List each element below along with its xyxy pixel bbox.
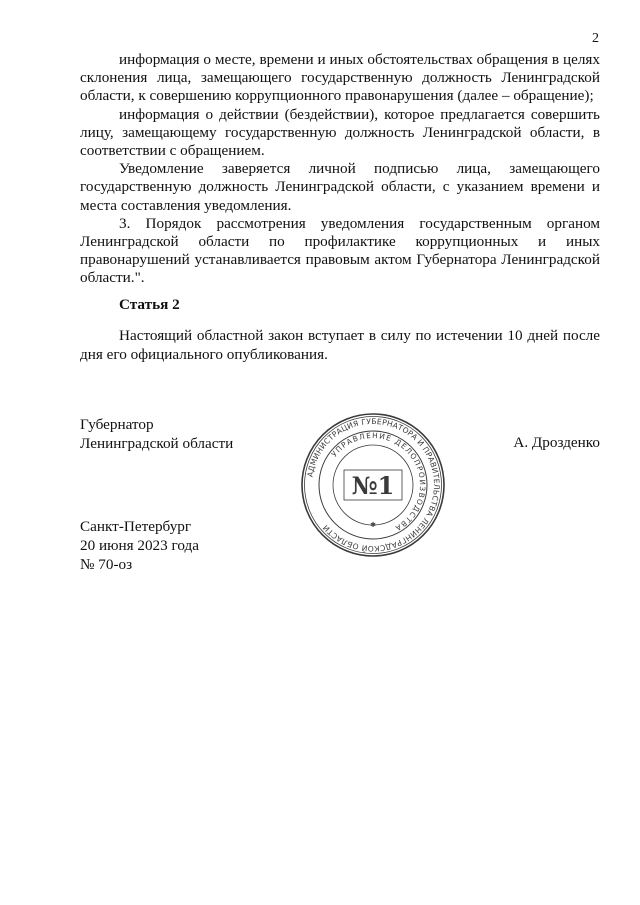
body-paragraph: 3. Порядок рассмотрения уведомления государственным органом Ленинградской области по профилактике коррупционных и иных правонарушений устанавливается правовым актом Губернатора Ленинградской области.". xyxy=(80,214,600,287)
body-text xyxy=(80,51,600,288)
issue-city: Санкт-Петербург xyxy=(80,518,192,535)
issue-date: 20 июня 2023 года xyxy=(80,537,200,554)
body-paragraph: информация о месте, времени и иных обстоятельствах обращения в целях склонения лица, замещающего государственную должность Ленинградской области, к совершению коррупционного правонарушения (далее – обращение); xyxy=(80,51,600,105)
seal-outer-text: АДМИНИСТРАЦИЯ ГУБЕРНАТОРА И ПРАВИТЕЛЬСТВА ЛЕНИНГРАДСКОЙ ОБЛАСТИ xyxy=(305,416,442,554)
seal-center-label: №1 xyxy=(351,471,395,500)
closing-text xyxy=(80,327,600,364)
article-heading: Статья 2 xyxy=(119,296,180,313)
signature-block xyxy=(80,415,233,453)
signer-name: А. Дрозденко xyxy=(513,434,600,451)
official-seal xyxy=(300,412,446,558)
page-number: 2 xyxy=(592,31,599,46)
body-paragraph: информация о действии (бездействии), которое предлагается совершить лицу, замещающему государственную должность Ленинградской области, в соответствии с обращением. xyxy=(80,105,600,160)
seal-inner-text: УПРАВЛЕНИЕ ДЕЛОПРОИЗВОДСТВА xyxy=(329,430,428,534)
signer-title-line2: Ленинградской области xyxy=(80,435,234,452)
signer-title-line1: Губернатор xyxy=(80,416,154,433)
seal-star-icon: ✱ xyxy=(370,521,376,529)
body-paragraph: Уведомление заверяется личной подписью лица, замещающего государственную должность Ленинградской области, с указанием времени и места составления уведомления. xyxy=(80,160,600,214)
issue-number: № 70-оз xyxy=(80,556,133,573)
issue-block xyxy=(80,517,199,574)
closing-paragraph: Настоящий областной закон вступает в силу по истечении 10 дней после дня его официального опубликования. xyxy=(80,327,600,363)
